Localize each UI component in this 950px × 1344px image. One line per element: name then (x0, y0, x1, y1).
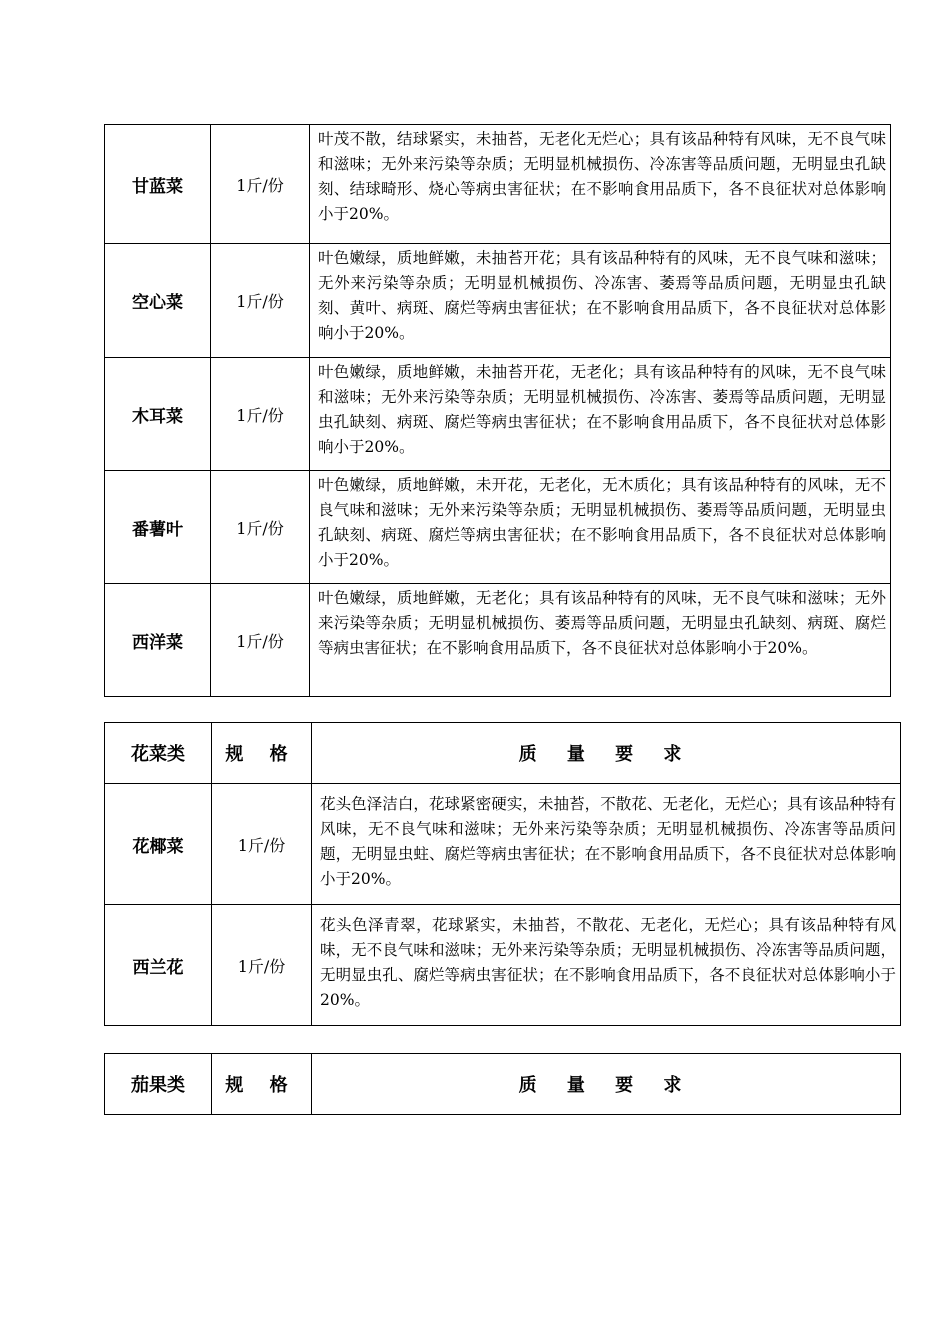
category-header: 茄果类 (105, 1054, 212, 1115)
table-header-row (105, 1054, 901, 1115)
vegetable-name: 西兰花 (105, 905, 212, 1026)
vegetable-spec: 1斤/份 (212, 905, 312, 1026)
quality-requirement: 叶色嫩绿，质地鲜嫩，未抽苔开花，无老化；具有该品种特有的风味，无不良气味和滋味；无外来污染等杂质；无明显机械损伤、冷冻害、萎焉等品质问题，无明显虫孔缺刻、病斑、腐烂等病虫害征状；在不影响食用品质下，各不良征状对总体影响小于20%。 (310, 358, 891, 471)
table-row (105, 784, 901, 905)
vegetable-spec: 1斤/份 (211, 125, 310, 244)
vegetable-spec: 1斤/份 (211, 358, 310, 471)
quality-requirement: 花头色泽青翠，花球紧实，未抽苔，不散花、无老化，无烂心；具有该品种特有风味，无不良气味和滋味；无外来污染等杂质；无明显机械损伤、冷冻害等品质问题，无明显虫孔、腐烂等病虫害征状；在不影响食用品质下，各不良征状对总体影响小于20%。 (312, 905, 901, 1026)
spec-header: 规 格 (212, 1054, 312, 1115)
vegetable-name: 空心菜 (105, 244, 211, 358)
quality-requirement: 叶色嫩绿，质地鲜嫩，未开花，无老化，无木质化；具有该品种特有的风味，无不良气味和滋味；无外来污染等杂质；无明显机械损伤、萎焉等品质问题，无明显虫孔缺刻、病斑、腐烂等病虫害征状；在不影响食用品质下，各不良征状对总体影响小于20%。 (310, 471, 891, 584)
fruit-vegetable-table (104, 1053, 901, 1115)
table-row (105, 358, 891, 471)
vegetable-name: 番薯叶 (105, 471, 211, 584)
table-row (105, 905, 901, 1026)
category-header: 花菜类 (105, 723, 212, 784)
vegetable-spec: 1斤/份 (211, 471, 310, 584)
quality-requirement: 花头色泽洁白，花球紧密硬实，未抽苔，不散花、无老化，无烂心；具有该品种特有风味，无不良气味和滋味；无外来污染等杂质；无明显机械损伤、冷冻害等品质问题，无明显虫蛀、腐烂等病虫害征状；在不影响食用品质下，各不良征状对总体影响小于20%。 (312, 784, 901, 905)
table-row (105, 244, 891, 358)
table-row (105, 584, 891, 697)
quality-header: 质 量 要 求 (312, 1054, 901, 1115)
flower-vegetable-table (104, 722, 901, 1026)
vegetable-name: 花椰菜 (105, 784, 212, 905)
spec-header: 规 格 (212, 723, 312, 784)
vegetable-spec: 1斤/份 (211, 244, 310, 358)
vegetable-spec: 1斤/份 (212, 784, 312, 905)
quality-requirement: 叶色嫩绿，质地鲜嫩，无老化；具有该品种特有的风味，无不良气味和滋味；无外来污染等杂质；无明显机械损伤、萎焉等品质问题，无明显虫孔缺刻、病斑、腐烂等病虫害征状；在不影响食用品质下，各不良征状对总体影响小于20%。 (310, 584, 891, 697)
vegetable-name: 西洋菜 (105, 584, 211, 697)
table-row (105, 125, 891, 244)
quality-requirement: 叶茂不散，结球紧实，未抽苔，无老化无烂心；具有该品种特有风味，无不良气味和滋味；无外来污染等杂质；无明显机械损伤、冷冻害等品质问题，无明显虫孔缺刻、结球畸形、烧心等病虫害征状；在不影响食用品质下，各不良征状对总体影响小于20%。 (310, 125, 891, 244)
table-header-row (105, 723, 901, 784)
vegetable-name: 木耳菜 (105, 358, 211, 471)
table-row (105, 471, 891, 584)
leafy-vegetable-table (104, 124, 891, 697)
vegetable-name: 甘蓝菜 (105, 125, 211, 244)
quality-requirement: 叶色嫩绿，质地鲜嫩，未抽苔开花；具有该品种特有的风味，无不良气味和滋味；无外来污染等杂质；无明显机械损伤、冷冻害、萎焉等品质问题，无明显虫孔缺刻、黄叶、病斑、腐烂等病虫害征状；在不影响食用品质下，各不良征状对总体影响小于20%。 (310, 244, 891, 358)
quality-header: 质 量 要 求 (312, 723, 901, 784)
vegetable-spec: 1斤/份 (211, 584, 310, 697)
